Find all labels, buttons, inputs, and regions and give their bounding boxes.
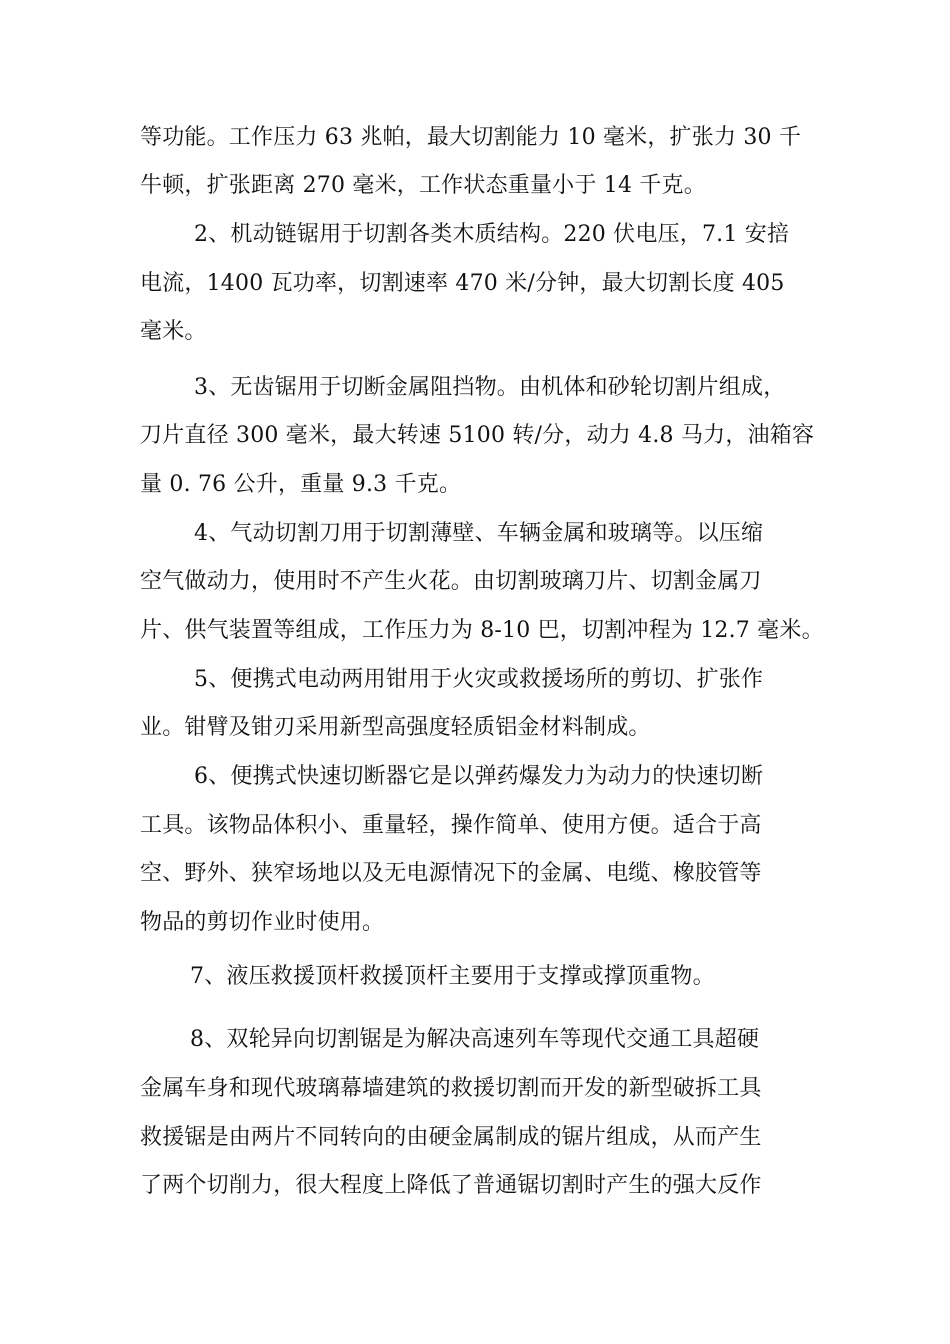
- text-line: 业。钳臂及钳刃采用新型高强度轻质铝金材料制成。: [140, 715, 651, 740]
- text-line: 牛顿，扩张距离 270 毫米，工作状态重量小于 14 千克。: [140, 173, 706, 198]
- paragraph-5-line: 5、便携式电动两用钳用于火灾或救援场所的剪切、扩张作: [194, 667, 764, 692]
- paragraph-8-line: 8、双轮异向切割锯是为解决高速列车等现代交通工具超硬: [190, 1027, 760, 1052]
- text-line: 刀片直径 300 毫米，最大转速 5100 转/分，动力 4.8 马力，油箱容: [140, 423, 815, 448]
- text-line: 电流，1400 瓦功率，切割速率 470 米/分钟，最大切割长度 405: [140, 271, 785, 296]
- text-line: 了两个切削力，很大程度上降低了普通锯切割时产生的强大反作: [140, 1173, 762, 1198]
- text-line: 金属车身和现代玻璃幕墙建筑的救援切割而开发的新型破拆工具: [140, 1076, 762, 1101]
- paragraph-4-line: 4、气动切割刀用于切割薄壁、车辆金属和玻璃等。以压缩: [194, 521, 764, 546]
- text-line: 片、供气装置等组成，工作压力为 8-10 巴，切割冲程为 12.7 毫米。: [140, 618, 824, 643]
- text-line: 空、野外、狭窄场地以及无电源情况下的金属、电缆、橡胶管等: [140, 861, 762, 886]
- paragraph-7-line: 7、液压救援顶杆救援顶杆主要用于支撑或撑顶重物。: [190, 964, 715, 989]
- paragraph-2-line: 2、机动链锯用于切割各类木质结构。220 伏电压，7.1 安掊: [194, 222, 790, 247]
- text-line: 救援锯是由两片不同转向的由硬金属制成的锯片组成，从而产生: [140, 1125, 762, 1150]
- text-line: 量 0. 76 公升，重量 9.3 千克。: [140, 472, 462, 497]
- text-line: 工具。该物品体积小、重量轻，操作简单、使用方便。适合于高: [140, 813, 762, 838]
- paragraph-6-line: 6、便携式快速切断器它是以弹药爆发力为动力的快速切断: [194, 764, 764, 789]
- text-line: 等功能。工作压力 63 兆帕，最大切割能力 10 毫米，扩张力 30 千: [140, 125, 802, 150]
- text-line: 毫米。: [140, 319, 207, 344]
- text-line: 空气做动力，使用时不产生火花。由切割玻璃刀片、切割金属刀: [140, 569, 762, 594]
- paragraph-3-line: 3、无齿锯用于切断金属阻挡物。由机体和砂轮切割片组成，: [194, 375, 786, 400]
- text-line: 物品的剪切作业时使用。: [140, 910, 385, 935]
